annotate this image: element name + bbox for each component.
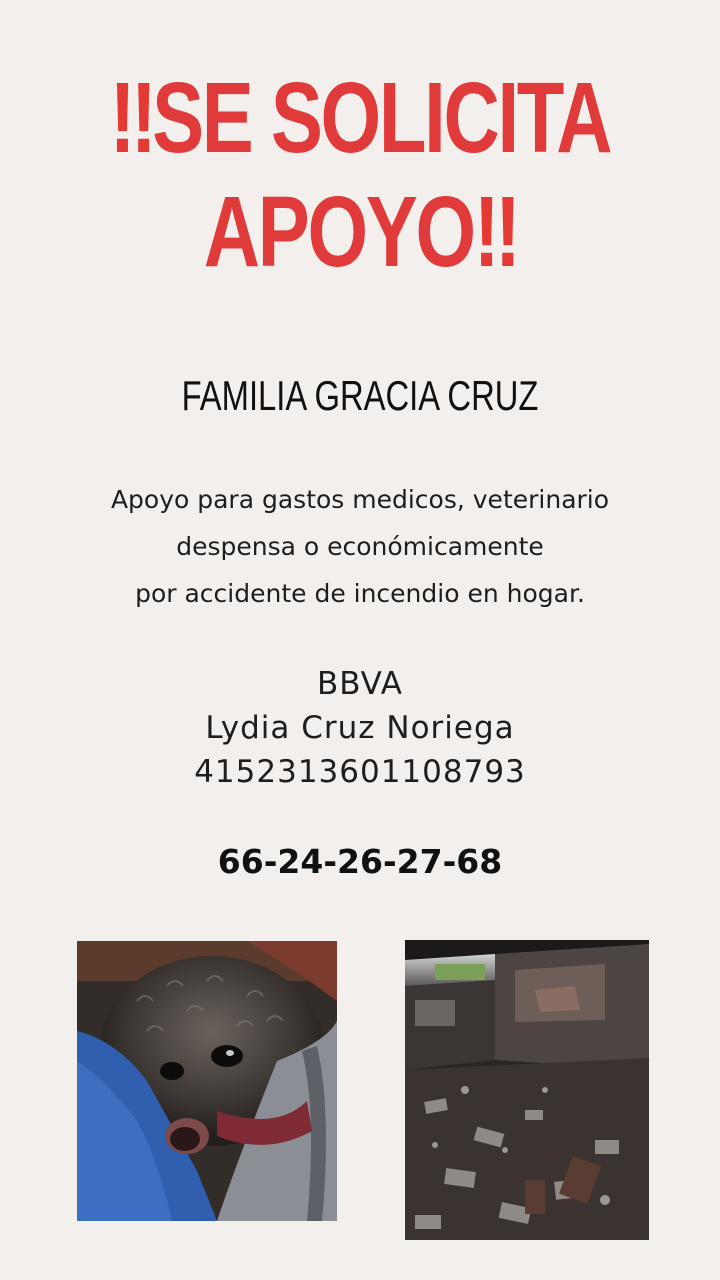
account-holder: Lydia Cruz Noriega: [205, 710, 515, 746]
bank-name: BBVA: [316, 666, 403, 702]
description-line: despensa o económicamente: [176, 532, 544, 561]
headline-text-se-solicita: SE SOLICITA: [152, 62, 611, 174]
family-name: FAMILIA GRACIA CRUZ: [181, 372, 539, 419]
headline-line-1: [79, 58, 641, 178]
bank-details: [0, 662, 720, 794]
phone-number: 66-24-26-27-68: [217, 842, 503, 881]
account-number: 4152313601108793: [194, 754, 526, 790]
double-exclamation-icon: ‼: [473, 176, 517, 288]
burned-house-photo: [405, 940, 649, 1240]
dog-photo: [77, 941, 337, 1221]
description: [0, 476, 720, 617]
headline-text-apoyo: APOYO: [203, 176, 474, 288]
headline-line-2: [79, 172, 641, 292]
double-exclamation-icon: ‼: [109, 62, 153, 174]
description-line: por accidente de incendio en hogar.: [135, 579, 585, 608]
description-line: Apoyo para gastos medicos, veterinario: [110, 485, 610, 514]
